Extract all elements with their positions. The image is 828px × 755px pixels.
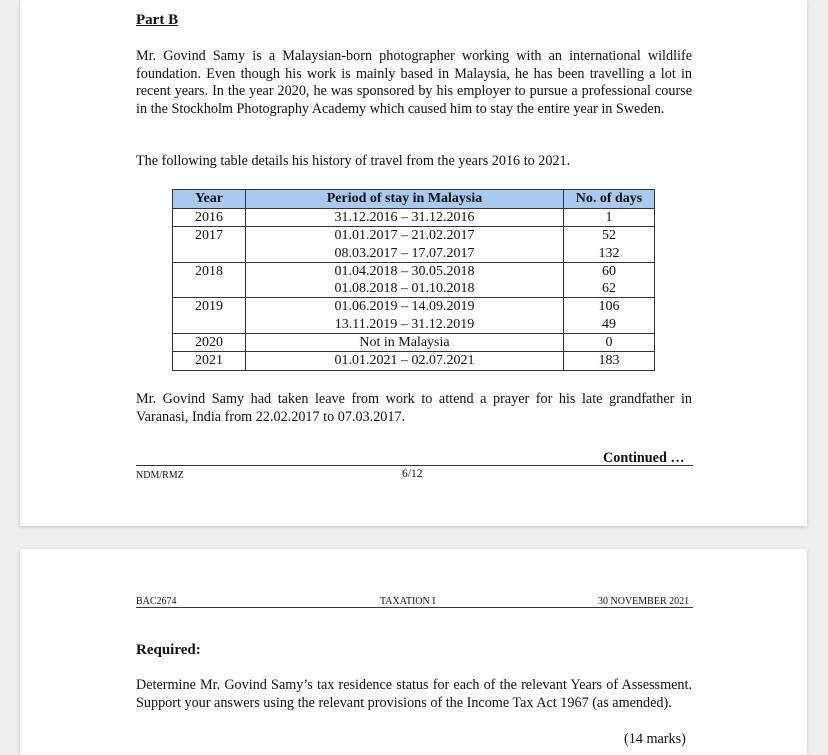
- table-row: [173, 316, 655, 334]
- intro-paragraph: Mr. Govind Samy is a Malaysian-born photographer working with an international wildlife foundation. Even though his work is mainly based in Malaysia, he has been travelling a lot in recent years. In the year 2020, he was sponsored by his employer to pursue a professional course in the Stockholm Photography Academy which caused him to stay the entire year in Sweden.: [136, 48, 692, 117]
- cell-year: [173, 316, 246, 334]
- leave-paragraph: Mr. Govind Samy had taken leave from work to attend a prayer for his late grandfather in Varanasi, India from 22.02.2017 to 07.03.2017.: [136, 391, 692, 425]
- cell-days: 183: [564, 352, 655, 370]
- cell-year: 2016: [173, 209, 246, 227]
- cell-days: 49: [564, 316, 655, 334]
- table-row: [173, 334, 655, 352]
- required-heading: Required:: [136, 642, 201, 658]
- cell-year: [173, 245, 246, 263]
- cell-period: 01.01.2017 – 21.02.2017: [246, 227, 564, 245]
- page-number: 6/12: [402, 468, 423, 480]
- header-date: 30 NOVEMBER 2021: [598, 596, 690, 607]
- cell-period: 13.11.2019 – 31.12.2019: [246, 316, 564, 334]
- header-year: Year: [173, 190, 246, 209]
- cell-year: 2017: [173, 227, 246, 245]
- table-row: [173, 298, 655, 316]
- travel-history-table: [172, 189, 655, 371]
- cell-days: 132: [564, 245, 655, 263]
- marks-label: (14 marks): [624, 731, 686, 747]
- document-page-7: [20, 549, 807, 755]
- table-row: [173, 352, 655, 370]
- header-period: Period of stay in Malaysia: [246, 190, 564, 209]
- table-row: [173, 262, 655, 280]
- table-row: [173, 280, 655, 298]
- cell-period: 01.01.2021 – 02.07.2021: [246, 352, 564, 370]
- cell-period: 01.06.2019 – 14.09.2019: [246, 298, 564, 316]
- footer-code: NDM/RMZ: [136, 470, 184, 481]
- cell-days: 60: [564, 262, 655, 280]
- continued-label: Continued …: [603, 450, 685, 466]
- document-page-6: [20, 0, 807, 526]
- cell-period: Not in Malaysia: [246, 334, 564, 352]
- table-row: [173, 209, 655, 227]
- required-paragraph: Determine Mr. Govind Samy’s tax residence status for each of the relevant Years of Assessment. Support your answers using the relevant provisions of the Income Tax Act 1967 (as amended).: [136, 677, 692, 711]
- table-header-row: [173, 190, 655, 209]
- header-subject: TAXATION I: [380, 596, 436, 607]
- cell-days: 62: [564, 280, 655, 298]
- cell-days: 0: [564, 334, 655, 352]
- header-days: No. of days: [564, 190, 655, 209]
- table-intro-paragraph: The following table details his history of travel from the years 2016 to 2021.: [136, 153, 571, 169]
- header-course-code: BAC2674: [136, 596, 177, 607]
- cell-year: 2021: [173, 352, 246, 370]
- cell-period: 31.12.2016 – 31.12.2016: [246, 209, 564, 227]
- cell-year: 2018: [173, 262, 246, 280]
- cell-year: [173, 280, 246, 298]
- table-row: [173, 245, 655, 263]
- cell-days: 52: [564, 227, 655, 245]
- cell-period: 01.04.2018 – 30.05.2018: [246, 262, 564, 280]
- table-row: [173, 227, 655, 245]
- cell-year: 2020: [173, 334, 246, 352]
- part-heading: Part B: [136, 12, 179, 28]
- cell-days: 106: [564, 298, 655, 316]
- cell-year: 2019: [173, 298, 246, 316]
- cell-days: 1: [564, 209, 655, 227]
- footer-divider: [136, 465, 693, 466]
- cell-period: 08.03.2017 – 17.07.2017: [246, 245, 564, 263]
- cell-period: 01.08.2018 – 01.10.2018: [246, 280, 564, 298]
- header-divider: [136, 607, 693, 608]
